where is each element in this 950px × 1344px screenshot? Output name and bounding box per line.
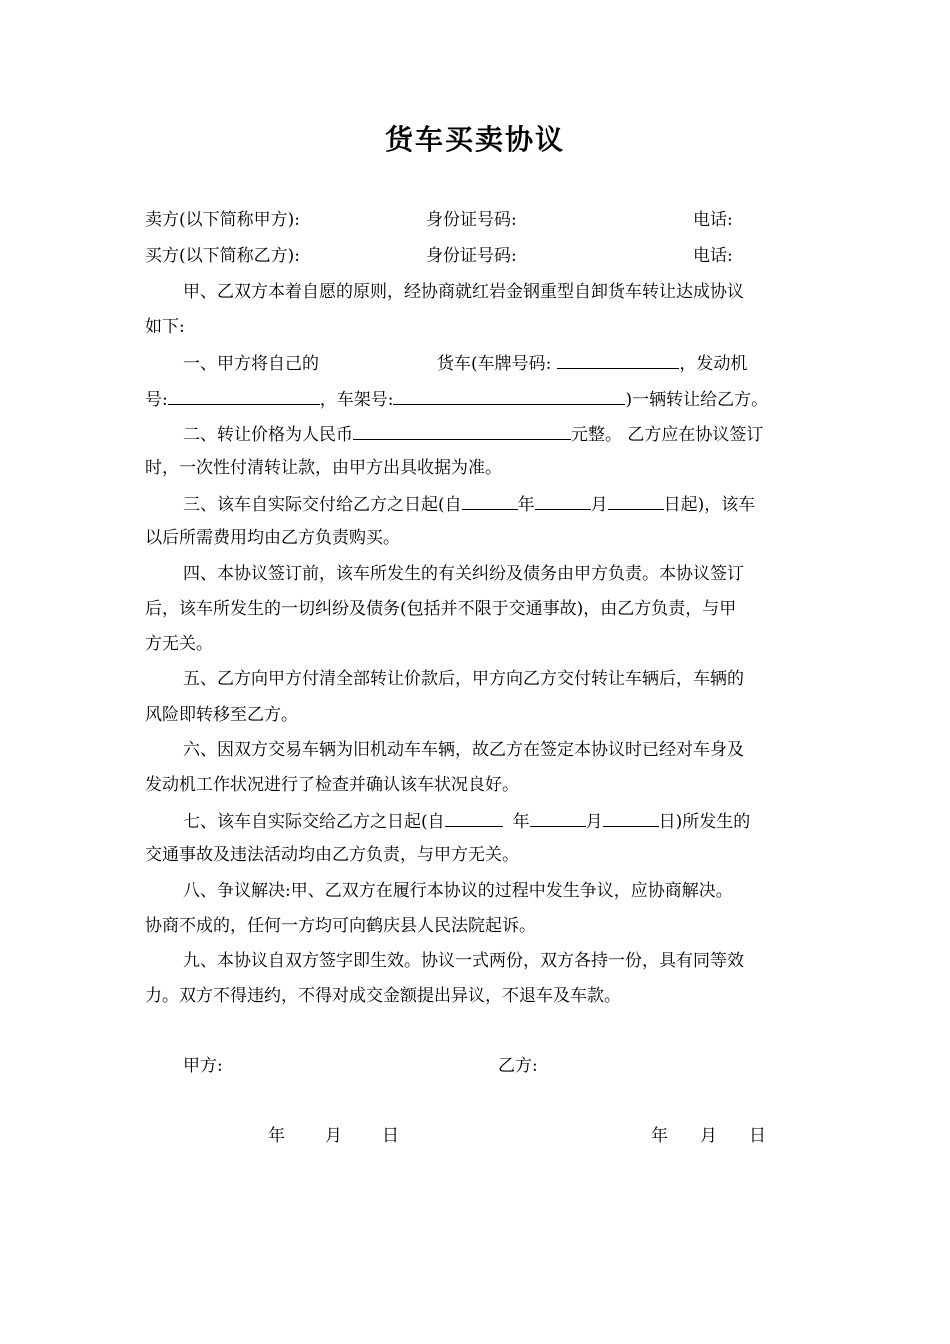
plate-number-blank[interactable] bbox=[557, 350, 679, 369]
clause7-year: 年 bbox=[512, 812, 530, 832]
clause5-line-2: 风险即转移至乙方。 bbox=[145, 705, 298, 725]
engine-number-blank[interactable] bbox=[168, 386, 320, 405]
buyer-id-label: 身份证号码: bbox=[426, 246, 517, 266]
clause3-month-blank[interactable] bbox=[535, 491, 591, 510]
clause2-a: 二、转让价格为人民币 bbox=[183, 425, 353, 445]
party-a-year: 年 bbox=[268, 1126, 285, 1146]
clause3-year-blank[interactable] bbox=[462, 491, 518, 510]
clause9-line-2: 力。双方不得违约，不得对成交金额提出异议，不退车及车款。 bbox=[145, 986, 621, 1006]
clause7-line-1 bbox=[183, 808, 750, 834]
party-a-date bbox=[268, 1124, 399, 1148]
document-title: 货车买卖协议 bbox=[384, 123, 565, 156]
party-b-month: 月 bbox=[700, 1126, 717, 1146]
clause5-line-1: 五、乙方向甲方付清全部转让价款后，甲方向乙方交付转让车辆后，车辆的 bbox=[183, 669, 744, 689]
clause1-line-1 bbox=[183, 350, 747, 376]
seller-phone-label: 电话: bbox=[693, 210, 733, 230]
clause6-line-2: 发动机工作状况进行了检查并确认该车状况良好。 bbox=[145, 775, 519, 795]
clause1-b: 货车(车牌号码: bbox=[437, 354, 552, 374]
clause9-line-1: 九、本协议自双方签字即生效。协议一式两份，双方各持一份，具有同等效 bbox=[183, 951, 744, 971]
seller-row bbox=[145, 208, 805, 232]
clause7-b: 日)所发生的 bbox=[658, 812, 751, 832]
clause1-c: ，发动机 bbox=[679, 354, 748, 374]
clause7-month: 月 bbox=[585, 812, 603, 832]
clause3-year: 年 bbox=[517, 495, 535, 515]
clause7-a: 七、该车自实际交给乙方之日起(自 bbox=[183, 812, 445, 832]
intro-line-1: 甲、乙双方本着自愿的原则，经协商就红岩金钢重型自卸货车转让达成协议 bbox=[183, 282, 744, 302]
party-a-day: 日 bbox=[382, 1126, 399, 1146]
clause4-line-3: 方无关。 bbox=[145, 634, 213, 654]
clause2-line-2: 时，一次性付清转让款，由甲方出具收据为准。 bbox=[145, 458, 502, 478]
buyer-label: 买方(以下简称乙方): bbox=[145, 246, 300, 266]
party-a-month: 月 bbox=[325, 1126, 342, 1146]
clause8-line-2: 协商不成的，任何一方均可向鹤庆县人民法院起诉。 bbox=[145, 916, 536, 936]
clause3-month: 月 bbox=[590, 495, 608, 515]
clause7-year-blank[interactable] bbox=[445, 808, 503, 827]
clause2-b: 元整。 乙方应在协议签订 bbox=[571, 425, 764, 445]
party-b-signature-label: 乙方: bbox=[498, 1056, 538, 1076]
clause3-line-1 bbox=[183, 491, 755, 517]
clause4-line-1: 四、本协议签订前，该车所发生的有关纠纷及债务由甲方负责。本协议签订 bbox=[183, 564, 744, 584]
price-blank[interactable] bbox=[353, 421, 571, 440]
clause8-line-1: 八、争议解决:甲、乙双方在履行本协议的过程中发生争议，应协商解决。 bbox=[183, 881, 733, 901]
clause1-e: ，车架号: bbox=[319, 390, 394, 410]
buyer-phone-label: 电话: bbox=[693, 246, 733, 266]
clause7-line-2: 交通事故及违法活动均由乙方负责，与甲方无关。 bbox=[145, 845, 519, 865]
party-a-signature-label: 甲方: bbox=[183, 1056, 223, 1076]
clause3-day-blank[interactable] bbox=[608, 491, 664, 510]
frame-number-blank[interactable] bbox=[393, 386, 625, 405]
intro-line-2: 如下: bbox=[145, 317, 185, 337]
clause1-a: 一、甲方将自己的 bbox=[183, 354, 319, 374]
clause7-month-blank[interactable] bbox=[530, 808, 586, 827]
seller-label: 卖方(以下简称甲方): bbox=[145, 210, 300, 230]
party-b-day: 日 bbox=[749, 1126, 766, 1146]
clause2-line-1 bbox=[183, 421, 763, 447]
clause3-a: 三、该车自实际交付给乙方之日起(自 bbox=[183, 495, 462, 515]
party-b-date bbox=[651, 1124, 766, 1148]
clause1-d: 号: bbox=[145, 390, 168, 410]
party-b-year: 年 bbox=[651, 1126, 668, 1146]
clause1-line-2 bbox=[145, 386, 768, 412]
clause3-line-2: 以后所需费用均由乙方负责购买。 bbox=[145, 528, 400, 548]
clause1-f: )一辆转让给乙方。 bbox=[625, 390, 769, 410]
clause6-line-1: 六、因双方交易车辆为旧机动车车辆，故乙方在签定本协议时已经对车身及 bbox=[183, 740, 744, 760]
seller-id-label: 身份证号码: bbox=[426, 210, 517, 230]
clause4-line-2: 后，该车所发生的一切纠纷及债务(包括并不限于交通事故)，由乙方负责，与甲 bbox=[145, 599, 737, 619]
clause3-b: 日起)，该车 bbox=[663, 495, 756, 515]
clause7-day-blank[interactable] bbox=[603, 808, 659, 827]
buyer-row bbox=[145, 244, 805, 268]
